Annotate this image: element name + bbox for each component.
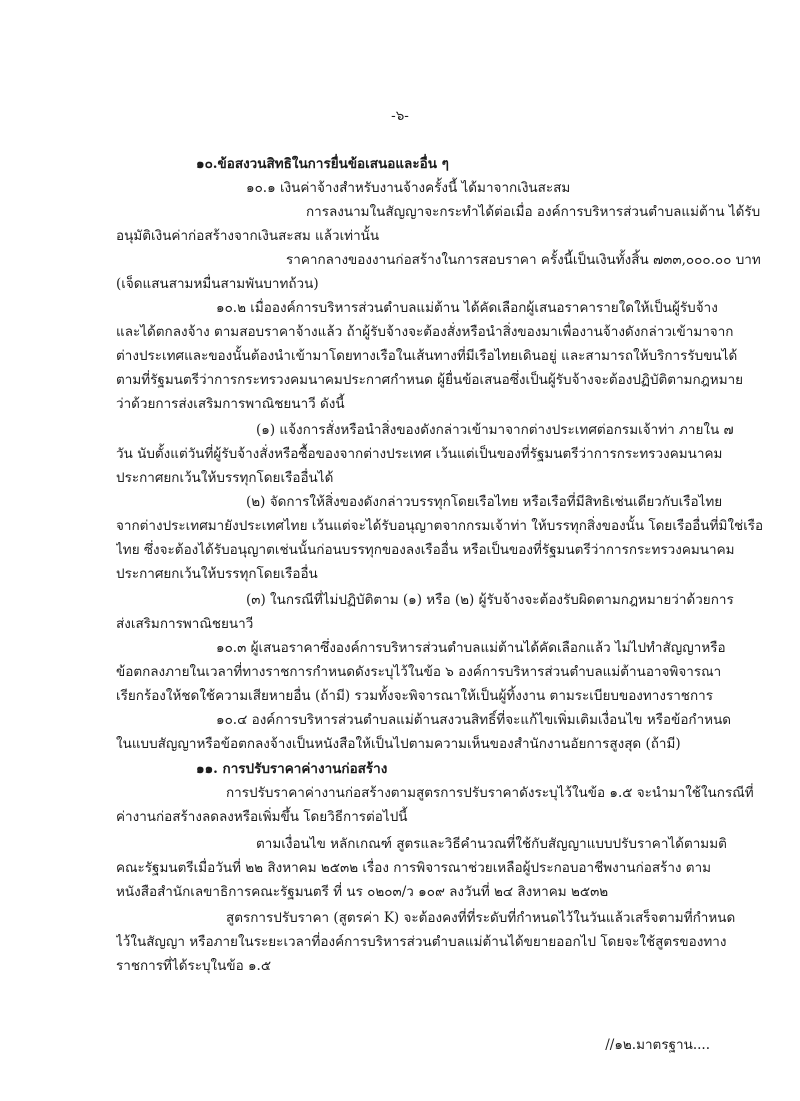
- section-11-paragraph-1: การปรับราคาค่างานก่อสร้างตามสูตรการปรับราคาดังระบุไว้ในข้อ ๑.๕ จะนำมาใช้ในกรณีที่: [226, 785, 754, 801]
- section-10-3-line: ๑๐.๓ ผู้เสนอราคาซึ่งองค์การบริหารส่วนตำบลแม่ต้านได้คัดเลือกแล้ว ไม่ไปทำสัญญาหรือ: [216, 640, 726, 656]
- section-10-2-line: ตามที่รัฐมนตรีว่าการกระทรวงคมนาคมประกาศกำหนด ผู้ยื่นข้อเสนอซึ่งเป็นผู้รับจ้างจะต้องปฏิบัติตามกฎหมาย: [116, 372, 744, 388]
- next-page-marker: //๑๒.มาตรฐาน....: [605, 1037, 710, 1053]
- section-10-2-line: ๑๐.๒ เมื่อองค์การบริหารส่วนตำบลแม่ต้าน ได้คัดเลือกผู้เสนอราคารายใดให้เป็นผู้รับจ้าง: [216, 300, 718, 316]
- section-10-1-line: อนุมัติเงินค่าก่อสร้างจากเงินสะสม แล้วเท่านั้น: [116, 228, 380, 244]
- section-10-2-item-2: จากต่างประเทศมายังประเทศไทย เว้นแต่จะได้รับอนุญาตจากกรมเจ้าท่า ให้บรรทุกสิ่งของนั้น โดยเรืออื่นที่มิใช่เรือ: [116, 518, 764, 534]
- section-11-paragraph-3: ไว้ในสัญญา หรือภายในระยะเวลาที่องค์การบริหารส่วนตำบลแม่ต้านได้ขยายออกไป โดยจะใช้สูตรของทาง: [116, 934, 727, 950]
- section-10-2-item-1: ประกาศยกเว้นให้บรรทุกโดยเรืออื่นได้: [116, 470, 334, 486]
- section-10-heading: ๑๐.ข้อสงวนสิทธิในการยื่นข้อเสนอและอื่น ๆ: [196, 156, 449, 172]
- page-number: -๖-: [391, 108, 409, 124]
- section-10-2-line: ว่าด้วยการส่งเสริมการพาณิชยนาวี ดังนี้: [116, 396, 345, 412]
- section-10-1-line: (เจ็ดแสนสามหมื่นสามพันบาทถ้วน): [116, 276, 319, 292]
- section-10-2-item-2: ประกาศยกเว้นให้บรรทุกโดยเรืออื่น: [116, 566, 318, 582]
- section-10-4-line: ๑๐.๔ องค์การบริหารส่วนตำบลแม่ต้านสงวนสิทธิ์ที่จะแก้ไขเพิ่มเติมเงื่อนไข หรือข้อกำหนด: [216, 712, 732, 728]
- section-10-4-line: ในแบบสัญญาหรือข้อตกลงจ้างเป็นหนังสือให้เป็นไปตามความเห็นของสำนักงานอัยการสูงสุด (ถ้ามี): [116, 736, 681, 752]
- section-10-3-line: เรียกร้องให้ชดใช้ความเสียหายอื่น (ถ้ามี) รวมทั้งจะพิจารณาให้เป็นผู้ทิ้งงาน ตามระเบียบของทางราชการ: [116, 688, 713, 704]
- section-10-1-line: ราคากลางของงานก่อสร้างในการสอบราคา ครั้งนี้เป็นเงินทั้งสิ้น ๗๓๓,๐๐๐.๐๐ บาท: [286, 252, 761, 268]
- section-10-1-line: การลงนามในสัญญาจะกระทำได้ต่อเมื่อ องค์การบริหารส่วนตำบลแม่ต้าน ได้รับ: [306, 204, 761, 220]
- section-10-3-line: ข้อตกลงภายในเวลาที่ทางราชการกำหนดดังระบุไว้ในข้อ ๖ องค์การบริหารส่วนตำบลแม่ต้านอาจพิจารณา: [116, 664, 722, 680]
- section-11-paragraph-3: ราชการที่ได้ระบุในข้อ ๑.๕: [116, 958, 272, 974]
- section-11-paragraph-2: หนังสือสำนักเลขาธิการคณะรัฐมนตรี ที่ นร ๐๒๐๓/ว ๑๐๙ ลงวันที่ ๒๔ สิงหาคม ๒๕๓๒: [116, 884, 609, 900]
- section-11-heading: ๑๑. การปรับราคาค่างานก่อสร้าง: [196, 761, 388, 777]
- section-10-2-item-2: ไทย ซึ่งจะต้องได้รับอนุญาตเช่นนั้นก่อนบรรทุกของลงเรืออื่น หรือเป็นของที่รัฐมนตรีว่าการกระทรวงคมนาคม: [116, 542, 735, 558]
- section-10-1-line: ๑๐.๑ เงินค่าจ้างสำหรับงานจ้างครั้งนี้ ได้มาจากเงินสะสม: [246, 180, 571, 196]
- section-10-2-line: ต่างประเทศและของนั้นต้องนำเข้ามาโดยทางเรือในเส้นทางที่มีเรือไทยเดินอยู่ และสามารถให้บริการรับขนได้: [116, 348, 738, 364]
- section-10-2-item-1: (๑) แจ้งการสั่งหรือนำสิ่งของดังกล่าวเข้ามาจากต่างประเทศต่อกรมเจ้าท่า ภายใน ๗: [256, 422, 734, 438]
- section-11-paragraph-2: คณะรัฐมนตรีเมื่อวันที่ ๒๒ สิงหาคม ๒๕๓๒ เรื่อง การพิจารณาช่วยเหลือผู้ประกอบอาชีพงานก่อสร้าง ตาม: [116, 860, 712, 876]
- section-11-paragraph-2: ตามเงื่อนไข หลักเกณฑ์ สูตรและวิธีคำนวณที่ใช้กับสัญญาแบบปรับราคาได้ตามมติ: [256, 836, 727, 852]
- section-10-2-item-3: ส่งเสริมการพาณิชยนาวี: [116, 616, 254, 632]
- section-11-paragraph-1: ค่างานก่อสร้างลดลงหรือเพิ่มขึ้น โดยวิธีการต่อไปนี้: [116, 809, 408, 825]
- section-10-2-line: และได้ตกลงจ้าง ตามสอบราคาจ้างแล้ว ถ้าผู้รับจ้างจะต้องสั่งหรือนำสิ่งของมาเพื่องานจ้างดังกล่าวเข้ามาจาก: [116, 324, 734, 340]
- section-10-2-item-3: (๓) ในกรณีที่ไม่ปฏิบัติตาม (๑) หรือ (๒) ผู้รับจ้างจะต้องรับผิดตามกฎหมายว่าด้วยการ: [246, 592, 734, 608]
- section-10-2-item-1: วัน นับตั้งแต่วันที่ผู้รับจ้างสั่งหรือซื้อของจากต่างประเทศ เว้นแต่เป็นของที่รัฐมนตรีว่าการกระทรวงคมนาคม: [116, 446, 723, 462]
- section-10-2-item-2: (๒) จัดการให้สิ่งของดังกล่าวบรรทุกโดยเรือไทย หรือเรือที่มีสิทธิเช่นเดียวกับเรือไทย: [246, 494, 723, 510]
- section-11-paragraph-3: สูตรการปรับราคา (สูตรค่า K) จะต้องคงที่ที่ระดับที่กำหนดไว้ในวันแล้วเสร็จตามที่กำหนด: [226, 910, 736, 926]
